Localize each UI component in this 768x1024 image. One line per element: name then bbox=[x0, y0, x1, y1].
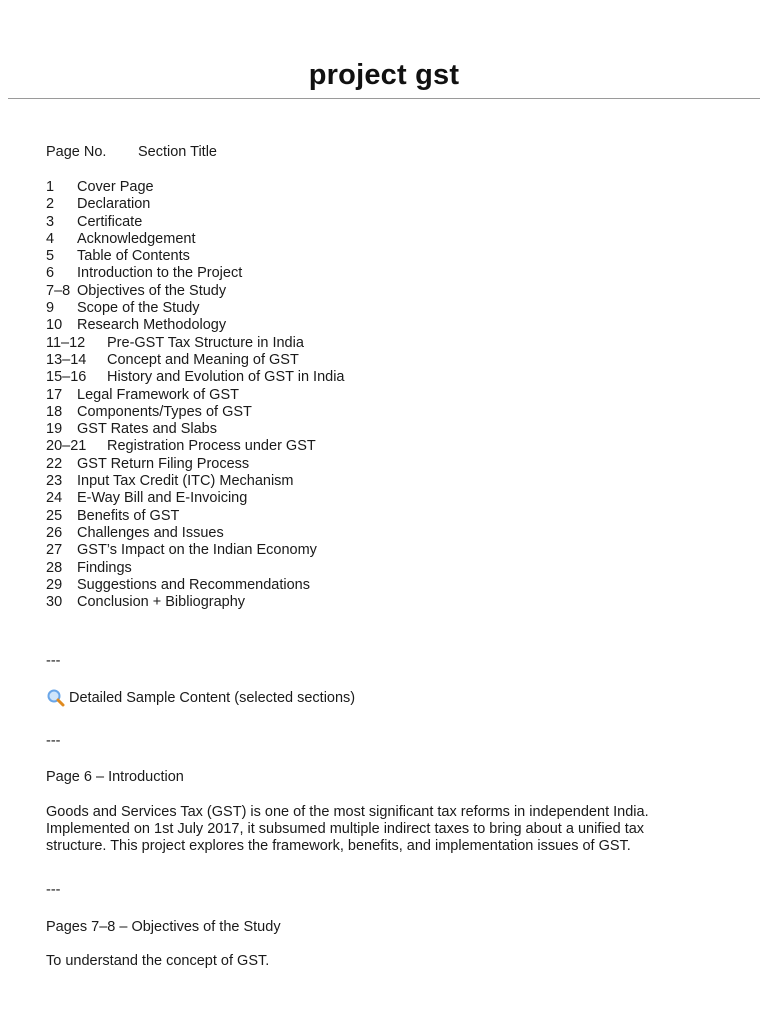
toc-section-title: Components/Types of GST bbox=[77, 403, 252, 420]
toc-row bbox=[46, 525, 736, 542]
toc-page-number: 10 bbox=[46, 317, 63, 334]
paragraph-line: To understand the concept of GST. bbox=[46, 952, 270, 969]
toc-section-title: Introduction to the Project bbox=[77, 265, 243, 282]
title-divider bbox=[8, 98, 760, 99]
toc-section-title: Conclusion + Bibliography bbox=[77, 594, 246, 611]
toc-page-number: 29 bbox=[46, 576, 63, 593]
toc-page-number: 15–16 bbox=[46, 369, 87, 386]
toc-section-title: GST Rates and Slabs bbox=[77, 421, 217, 438]
toc-section-title: Registration Process under GST bbox=[107, 438, 316, 455]
toc-section-title: Pre-GST Tax Structure in India bbox=[107, 334, 304, 351]
section-objectives bbox=[46, 919, 736, 971]
toc-section-title: Objectives of the Study bbox=[77, 282, 227, 299]
toc-row bbox=[46, 473, 736, 490]
toc-row bbox=[46, 438, 736, 455]
toc-page-number: 2 bbox=[46, 196, 55, 213]
toc-page-number: 4 bbox=[46, 230, 55, 247]
toc-section-title: Challenges and Issues bbox=[77, 524, 224, 541]
toc-section-title: Concept and Meaning of GST bbox=[107, 351, 299, 368]
paragraph-line: Goods and Services Tax (GST) is one of the most significant tax reforms in independent India. bbox=[46, 803, 649, 820]
sample-heading-text: Detailed Sample Content (selected sections) bbox=[69, 689, 356, 706]
toc-row bbox=[46, 577, 736, 594]
toc-row bbox=[46, 265, 736, 282]
toc-page-number: 9 bbox=[46, 300, 55, 317]
sample-content-heading bbox=[46, 689, 736, 707]
toc-row bbox=[46, 283, 736, 300]
toc-page-number: 25 bbox=[46, 507, 63, 524]
section-heading: Page 6 – Introduction bbox=[46, 769, 184, 786]
toc-section-title: Certificate bbox=[77, 213, 143, 230]
spacer bbox=[46, 673, 736, 689]
toc-page-number: 13–14 bbox=[46, 351, 87, 368]
toc-section-title: Research Methodology bbox=[77, 317, 227, 334]
toc-row bbox=[46, 508, 736, 525]
toc-section-title: Findings bbox=[77, 559, 132, 576]
toc-section-title: Input Tax Credit (ITC) Mechanism bbox=[77, 473, 294, 490]
toc-page-number: 17 bbox=[46, 386, 63, 403]
toc-section-title: GST Return Filing Process bbox=[77, 455, 250, 472]
toc-page-number: 7–8 bbox=[46, 282, 71, 299]
toc-page-number: 5 bbox=[46, 248, 55, 265]
toc-row bbox=[46, 404, 736, 421]
separator: --- bbox=[46, 733, 61, 750]
toc-row bbox=[46, 248, 736, 265]
toc-row bbox=[46, 214, 736, 231]
toc-page-number: 18 bbox=[46, 403, 63, 420]
toc-section-title: GST’s Impact on the Indian Economy bbox=[77, 542, 317, 559]
toc-row bbox=[46, 179, 736, 196]
toc-section-title: Declaration bbox=[77, 196, 151, 213]
toc-header-section: Section Title bbox=[138, 144, 217, 160]
toc-header bbox=[46, 144, 736, 164]
toc-row bbox=[46, 490, 736, 507]
toc-page-number: 28 bbox=[46, 559, 63, 576]
spacer bbox=[46, 787, 736, 804]
toc-row bbox=[46, 421, 736, 438]
toc-page-number: 19 bbox=[46, 421, 63, 438]
toc-row bbox=[46, 560, 736, 577]
spacer bbox=[46, 856, 736, 882]
spacer bbox=[46, 902, 736, 919]
toc-row bbox=[46, 594, 736, 611]
section-introduction bbox=[46, 769, 736, 855]
toc-row bbox=[46, 387, 736, 404]
spacer bbox=[46, 707, 736, 733]
paragraph-line: Implemented on 1st July 2017, it subsumed multiple indirect taxes to bring about a unified tax bbox=[46, 821, 645, 838]
section-heading: Pages 7–8 – Objectives of the Study bbox=[46, 918, 281, 935]
magnifying-glass-icon bbox=[46, 689, 66, 707]
toc-section-title: Scope of the Study bbox=[77, 300, 200, 317]
document-title: project gst bbox=[308, 59, 460, 92]
toc-row bbox=[46, 456, 736, 473]
document-body bbox=[46, 144, 736, 970]
separator: --- bbox=[46, 653, 61, 670]
toc-page-number: 27 bbox=[46, 542, 63, 559]
spacer bbox=[46, 753, 736, 769]
toc-section-title: Acknowledgement bbox=[77, 230, 196, 247]
toc-section-title: Cover Page bbox=[77, 179, 154, 195]
toc-row bbox=[46, 542, 736, 559]
toc-page-number: 24 bbox=[46, 490, 63, 507]
toc-section-title: E-Way Bill and E-Invoicing bbox=[77, 490, 248, 507]
toc-page-number: 3 bbox=[46, 213, 55, 230]
toc-page-number: 30 bbox=[46, 594, 63, 611]
toc-section-title: History and Evolution of GST in India bbox=[107, 369, 345, 386]
toc-page-number: 6 bbox=[46, 265, 55, 282]
separator: --- bbox=[46, 881, 61, 898]
toc-section-title: Benefits of GST bbox=[77, 507, 180, 524]
toc-page-number: 20–21 bbox=[46, 438, 87, 455]
paragraph-line: structure. This project explores the framework, benefits, and implementation issues of GST. bbox=[46, 838, 631, 855]
toc-page-number: 1 bbox=[46, 179, 55, 195]
toc-row bbox=[46, 317, 736, 334]
toc-section-title: Suggestions and Recommendations bbox=[77, 576, 310, 593]
toc-row bbox=[46, 335, 736, 352]
toc-page-number: 23 bbox=[46, 473, 63, 490]
toc-row bbox=[46, 196, 736, 213]
toc-page-number: 26 bbox=[46, 524, 63, 541]
toc-header-page: Page No. bbox=[46, 144, 107, 160]
spacer bbox=[46, 936, 736, 953]
toc-section-title: Table of Contents bbox=[77, 248, 190, 265]
toc-section-title: Legal Framework of GST bbox=[77, 386, 239, 403]
toc-row bbox=[46, 300, 736, 317]
toc-row bbox=[46, 231, 736, 248]
toc-page-number: 22 bbox=[46, 455, 63, 472]
toc-row bbox=[46, 369, 736, 386]
toc-page-number: 11–12 bbox=[46, 334, 86, 351]
spacer bbox=[46, 611, 736, 653]
table-of-contents bbox=[46, 179, 736, 611]
toc-row bbox=[46, 352, 736, 369]
